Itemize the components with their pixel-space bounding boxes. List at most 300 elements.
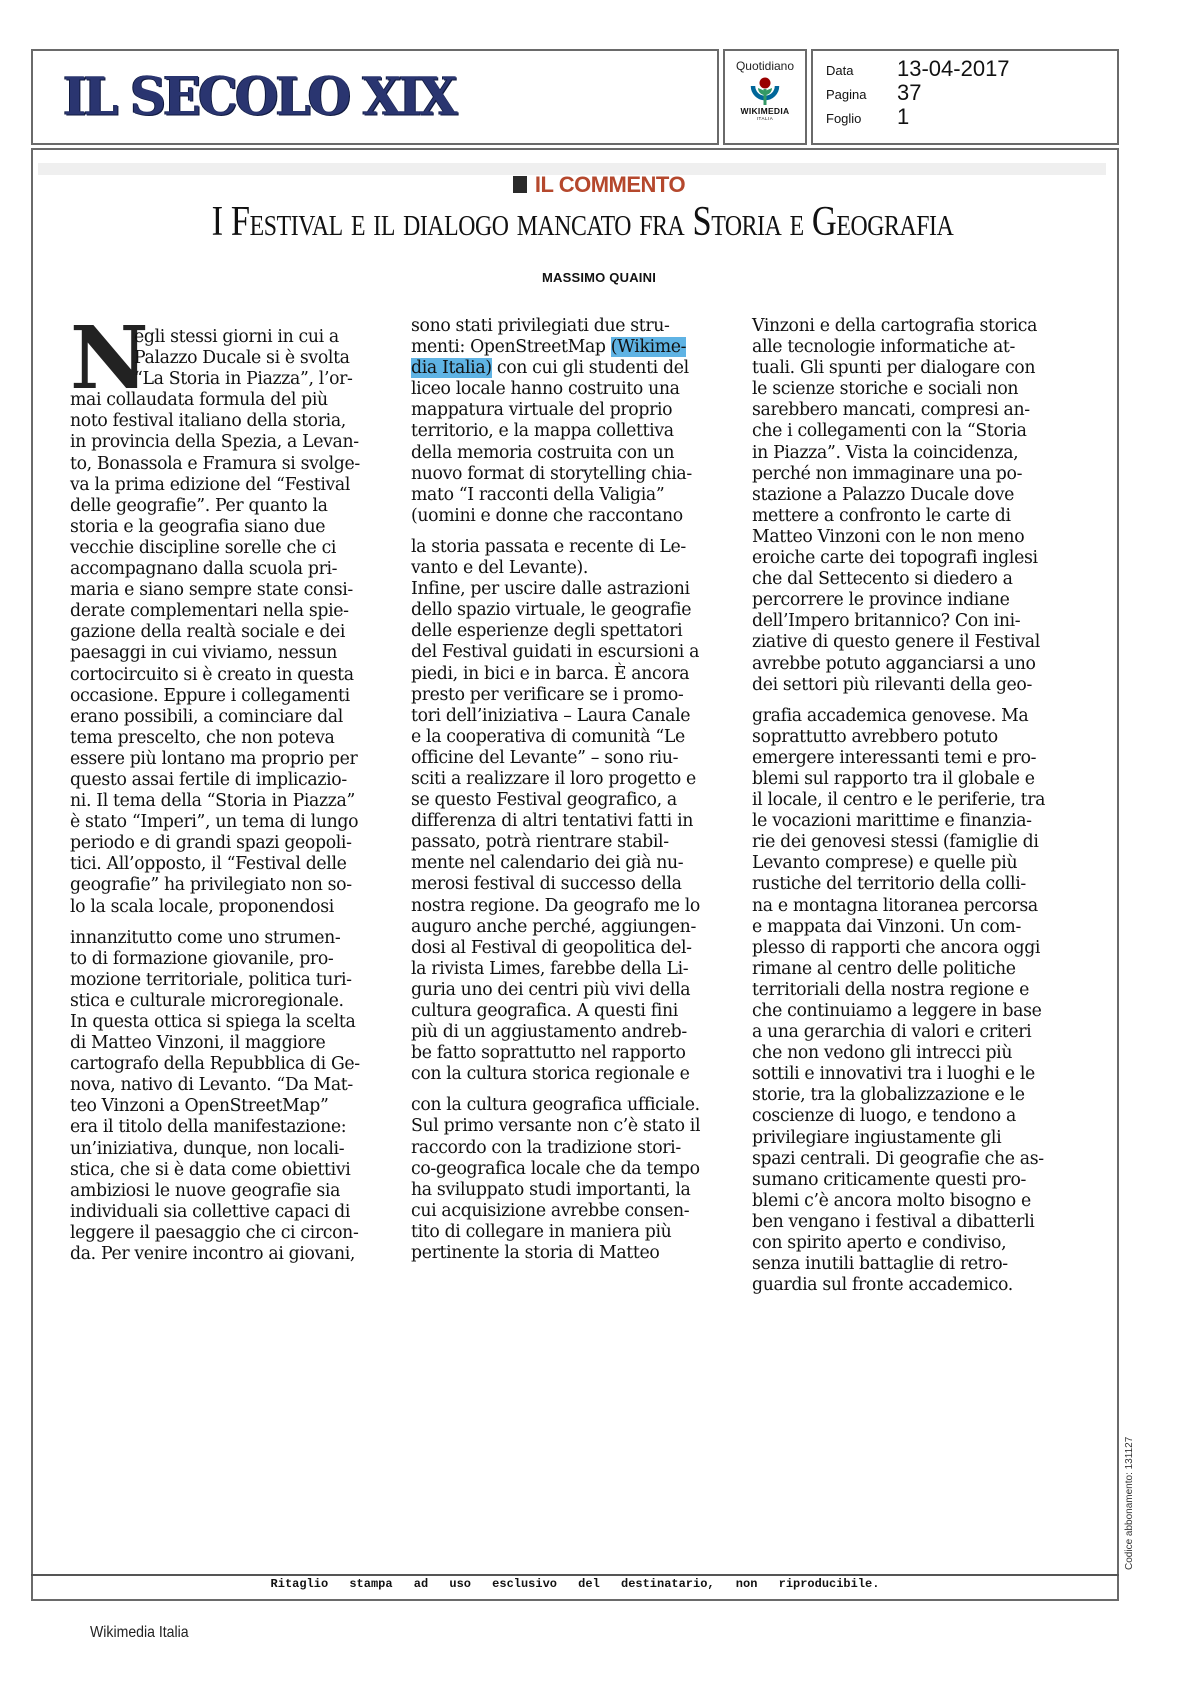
text-line <box>411 832 700 853</box>
text-run: erano possibili, a cominciare dal <box>70 706 343 727</box>
text-run: tuali. Gli spunti per dialogare con <box>752 358 1036 379</box>
text-line <box>411 790 700 811</box>
text-line <box>70 369 360 390</box>
text-run: cortocircuito si è creato in questa <box>70 664 354 685</box>
text-line <box>70 1244 360 1265</box>
meta-label: Pagina <box>826 87 867 102</box>
text-run: le scienze storiche e sociali non <box>752 379 1019 400</box>
text-line <box>70 928 360 949</box>
text-line <box>70 875 360 896</box>
text-run: Infine, per uscire dalle astrazioni <box>411 579 690 600</box>
text-run: “La Storia in Piazza”, l’or- <box>134 369 353 390</box>
text-run: e mappata dai Vinzoni. Un com- <box>752 916 1021 937</box>
drop-cap: N <box>70 308 149 409</box>
text-run: to, Bonassola e Framura si svolge- <box>70 453 360 474</box>
text-run: noto festival italiano della storia, <box>70 411 346 432</box>
text-run: mai collaudata formula del più <box>70 390 328 411</box>
text-run: leggere il paesaggio che ci circon- <box>70 1222 359 1243</box>
text-run: emergere interessanti temi e pro- <box>752 747 1037 768</box>
text-run: ni. Il tema della “Storia in Piazza” <box>70 791 355 812</box>
text-run: delle esperienze degli spettatori <box>411 621 683 642</box>
text-run: pertinente la storia di Matteo <box>411 1243 660 1264</box>
text-line <box>411 621 700 642</box>
section-kicker <box>0 172 1198 198</box>
text-run: In questa ottica si spiega la scelta <box>70 1012 356 1032</box>
text-run: to di formazione giovanile, pro- <box>70 948 334 969</box>
text-line <box>70 1202 360 1223</box>
kicker-square-icon <box>513 176 527 193</box>
text-run: nova, nativo di Levanto. “Da Mat- <box>70 1075 353 1096</box>
wikimedia-logo-subtext: ITALIA <box>756 116 774 121</box>
text-run: che dal Settecento si diedero a <box>752 569 1013 590</box>
text-line <box>411 379 700 400</box>
text-run: liceo locale hanno costruito una <box>411 379 680 400</box>
paragraph-gap <box>70 918 360 928</box>
text-line <box>70 327 360 348</box>
text-run: derate complementari nella spie- <box>70 601 349 622</box>
text-run: se questo Festival geografico, a <box>411 790 677 811</box>
text-run: da. Per venire incontro ai giovani, <box>70 1244 356 1265</box>
text-line <box>752 1106 1045 1127</box>
text-run: cui acquisizione avrebbe consen- <box>411 1200 690 1221</box>
text-run: accompagnano dalla scuola pri- <box>70 559 338 580</box>
text-run: ambiziosi le nuove geografie sia <box>70 1180 341 1201</box>
text-run: teo Vinzoni a OpenStreetMap” <box>70 1096 329 1117</box>
text-line <box>752 1128 1045 1149</box>
text-line <box>411 706 700 727</box>
text-line <box>70 1054 360 1075</box>
text-line <box>752 443 1045 464</box>
text-run: territoriali della nostra regione e <box>752 979 1030 1000</box>
text-line <box>752 1170 1045 1191</box>
text-run: raccordo con la tradizione stori- <box>411 1137 681 1158</box>
article-column-2 <box>411 316 700 1264</box>
text-run: essere più lontano ma proprio per <box>70 748 358 769</box>
text-run: stica e culturale microregionale. <box>70 990 344 1011</box>
text-run: questo assai fertile di implicazio- <box>70 769 347 790</box>
text-line <box>752 590 1045 611</box>
text-run: tori dell’iniziativa – Laura Canale <box>411 705 691 726</box>
text-run: mato “I racconti della Valigia” <box>411 484 665 505</box>
text-line <box>752 632 1045 653</box>
text-line <box>70 559 360 580</box>
text-run: mente nel calendario dei già nu- <box>411 853 684 874</box>
text-line <box>411 727 700 748</box>
text-line <box>411 1159 700 1180</box>
text-line <box>411 853 700 874</box>
text-run: occasione. Eppure i collegamenti <box>70 685 350 706</box>
text-run: periodo e di grandi spazi geopoli- <box>70 833 352 854</box>
text-run: maria e siano sempre state consi- <box>70 580 353 601</box>
text-run: Palazzo Ducale si è svolta <box>134 348 350 369</box>
text-run: presto per verificare se i promo- <box>411 684 684 705</box>
text-run: la storia passata e recente di Le- <box>411 536 686 557</box>
text-line <box>411 485 700 506</box>
text-line <box>752 790 1045 811</box>
text-run: mappatura virtuale del proprio <box>411 400 673 421</box>
text-line <box>411 579 700 600</box>
text-run: avrebbe potuto agganciarsi a uno <box>752 653 1036 674</box>
text-run: guria uno dei centri più vivi della <box>411 979 691 1000</box>
text-run: ha sviluppato studi importanti, la <box>411 1179 691 1200</box>
text-run: ben vengano i festival a dibatterli <box>752 1211 1035 1232</box>
highlighted-text: dia Italia) <box>411 358 492 379</box>
text-line <box>70 348 360 369</box>
text-run: un’iniziativa, dunque, non locali- <box>70 1138 345 1159</box>
text-line <box>752 1212 1045 1233</box>
text-run: coscienze di luogo, e tendono a <box>752 1106 1016 1127</box>
text-run: percorrere le province indiane <box>752 590 1010 611</box>
text-run: le vocazioni marittime e finanzia- <box>752 811 1032 832</box>
text-run: (uomini e donne che raccontano <box>411 505 683 526</box>
issue-meta-box <box>811 49 1119 145</box>
article-headline: I Festival e il dialogo mancato fra Storia e Geografia <box>211 199 954 245</box>
text-line <box>752 706 1045 727</box>
text-line <box>70 749 360 770</box>
article-byline: MASSIMO QUAINI <box>541 270 657 285</box>
text-line <box>752 485 1045 506</box>
text-run: co-geografica locale che da tempo <box>411 1158 700 1179</box>
text-line <box>411 558 700 579</box>
text-line <box>411 874 700 895</box>
text-line <box>752 896 1045 917</box>
publication-type-label: Quotidiano <box>735 59 795 73</box>
text-run: lo la scala locale, proponendosi <box>70 896 334 917</box>
text-line <box>411 464 700 485</box>
text-run: vecchie discipline sorelle che ci <box>70 537 337 558</box>
text-line <box>752 675 1045 696</box>
text-line <box>411 769 700 790</box>
text-line <box>70 1096 360 1117</box>
paragraph-gap <box>411 527 700 537</box>
text-line <box>70 707 360 728</box>
text-run: la rivista Limes, farebbe della Li- <box>411 958 689 979</box>
text-line <box>411 443 700 464</box>
text-run: spazi centrali. Di geografie che as- <box>752 1148 1044 1169</box>
text-line <box>70 970 360 991</box>
text-line <box>752 980 1045 1001</box>
text-line <box>411 811 700 832</box>
text-run: officine del Levante” – sono riu- <box>411 747 679 768</box>
text-run: che continuiamo a leggere in base <box>752 1001 1042 1021</box>
text-run: differenza di altri tentativi fatti in <box>411 811 694 832</box>
text-line <box>752 1001 1045 1022</box>
text-line <box>70 1033 360 1054</box>
text-run: cartografo della Repubblica di Ge- <box>70 1054 360 1075</box>
text-line <box>752 1022 1045 1043</box>
text-line <box>752 727 1045 748</box>
text-run: territorio, e la mappa collettiva <box>411 421 674 442</box>
text-line <box>70 1139 360 1160</box>
text-line <box>70 1012 360 1033</box>
text-line <box>411 1222 700 1243</box>
text-line <box>411 421 700 442</box>
text-line <box>70 991 360 1012</box>
text-line <box>411 1043 700 1064</box>
text-line <box>411 1064 700 1085</box>
text-line <box>70 580 360 601</box>
text-line <box>70 517 360 538</box>
text-run: eroiche carte dei topografi inglesi <box>752 548 1038 569</box>
text-run: piedi, in bici e in barca. È ancora <box>411 663 690 684</box>
text-run: sono stati privilegiati due stru- <box>411 316 670 336</box>
text-line <box>752 1233 1045 1254</box>
text-line <box>70 1223 360 1244</box>
text-line <box>70 854 360 875</box>
text-run: storia e la geografia siano due <box>70 516 326 537</box>
text-run: blemi sul rapporto tra il globale e <box>752 768 1035 789</box>
text-line <box>70 390 360 411</box>
text-line <box>411 337 700 358</box>
text-line <box>70 601 360 622</box>
text-line <box>752 569 1045 590</box>
text-line <box>70 812 360 833</box>
text-line <box>752 464 1045 485</box>
text-run: il locale, il centro e le periferie, tra <box>752 790 1046 811</box>
newspaper-masthead: IL SECOLO XIX <box>63 65 455 127</box>
meta-label: Foglio <box>826 111 862 126</box>
text-line <box>752 379 1045 400</box>
article-column-1 <box>70 327 360 1265</box>
text-line <box>752 853 1045 874</box>
text-run: na e montagna litoranea percorsa <box>752 895 1038 916</box>
text-line <box>752 811 1045 832</box>
meta-label: Data <box>826 63 854 78</box>
meta-value-page: 37 <box>897 80 922 105</box>
text-line <box>70 686 360 707</box>
text-line <box>752 654 1045 675</box>
text-run: dosi al Festival di geopolitica del- <box>411 937 692 958</box>
text-run: con cui gli studenti del <box>491 358 689 379</box>
text-run: dell’Impero britannico? Con ini- <box>752 611 1021 632</box>
text-run: menti: OpenStreetMap <box>411 337 611 358</box>
text-run: con spirito aperto e condiviso, <box>752 1233 1007 1254</box>
text-line <box>70 622 360 643</box>
text-line <box>752 1064 1045 1085</box>
text-line <box>70 454 360 475</box>
paragraph-gap <box>411 1085 700 1095</box>
text-line <box>70 897 360 918</box>
text-line <box>70 791 360 812</box>
text-run: individuali sia collettive capaci di <box>70 1201 351 1222</box>
meta-value-date: 13-04-2017 <box>897 56 1010 81</box>
article-column-3 <box>752 316 1045 1296</box>
text-run: stica, che si è data come obiettivi <box>70 1159 351 1180</box>
text-run: della memoria costruita con un <box>411 442 675 463</box>
text-run: di Matteo Vinzoni, il maggiore <box>70 1033 326 1054</box>
text-line <box>752 358 1045 379</box>
wikimedia-logo-icon <box>747 77 783 107</box>
text-run: auguro anche perché, aggiungen- <box>411 916 696 937</box>
text-line <box>752 527 1045 548</box>
text-line <box>752 316 1045 337</box>
text-run: Vinzoni e della cartografia storica <box>752 316 1038 336</box>
text-line <box>752 1149 1045 1170</box>
text-line <box>752 917 1045 938</box>
text-run: dei settori più rilevanti della geo- <box>752 674 1032 695</box>
text-line <box>411 537 700 558</box>
masthead-box <box>31 49 719 145</box>
text-run: più di un aggiustamento andreb- <box>411 1022 687 1043</box>
text-line <box>411 664 700 685</box>
text-line <box>70 1160 360 1181</box>
text-line <box>411 1095 700 1116</box>
text-line <box>70 1117 360 1138</box>
text-line <box>411 1116 700 1137</box>
text-line <box>752 421 1045 442</box>
text-run: dello spazio virtuale, le geografie <box>411 600 692 621</box>
text-run: tema prescelto, che non poteva <box>70 727 335 748</box>
publication-type-box <box>723 49 807 145</box>
paragraph-gap <box>752 696 1045 706</box>
text-run: alle tecnologie informatiche at- <box>752 337 1015 358</box>
highlighted-text: (Wikime- <box>610 337 687 358</box>
text-line <box>752 548 1045 569</box>
text-run: merosi festival di successo della <box>411 874 682 895</box>
text-line <box>411 959 700 980</box>
text-line <box>411 748 700 769</box>
text-run: rie dei genovesi stessi (famiglie di <box>752 832 1039 853</box>
text-run: egli stessi giorni in cui a <box>134 327 339 347</box>
clipping-notice: Ritaglio stampa ad uso esclusivo del destinatario, non riproducibile. <box>31 1574 1119 1594</box>
text-run: in provincia della Spezia, a Levan- <box>70 432 359 453</box>
text-line <box>411 1138 700 1159</box>
text-line <box>70 665 360 686</box>
text-run: sarebbero mancati, compresi an- <box>752 400 1030 421</box>
text-line <box>411 642 700 663</box>
text-line <box>411 1201 700 1222</box>
text-line <box>411 400 700 421</box>
text-line <box>752 1254 1045 1275</box>
text-run: gazione della realtà sociale e dei <box>70 622 346 643</box>
text-run: sciti a realizzare il loro progetto e <box>411 768 696 789</box>
text-run: paesaggi in cui viviamo, nessun <box>70 643 338 664</box>
page-footer-owner: Wikimedia Italia <box>90 1624 189 1641</box>
text-line <box>752 769 1045 790</box>
text-run: soprattutto avrebbero potuto <box>752 726 998 747</box>
text-run: e la cooperativa di comunità “Le <box>411 726 685 747</box>
text-run: che i collegamenti con la “Storia <box>752 421 1027 442</box>
text-run: a una gerarchia di valori e criteri <box>752 1022 1032 1043</box>
text-line <box>752 748 1045 769</box>
text-line <box>70 643 360 664</box>
text-line <box>411 896 700 917</box>
text-line <box>70 432 360 453</box>
text-run: be fatto soprattutto nel rapporto <box>411 1043 686 1064</box>
text-line <box>411 980 700 1001</box>
text-run: cultura geografica. A questi fini <box>411 1001 678 1021</box>
text-run: storie, tra la globalizzazione e le <box>752 1085 1025 1106</box>
text-run: era il titolo della manifestazione: <box>70 1117 347 1138</box>
text-line <box>70 949 360 970</box>
text-line <box>752 874 1045 895</box>
text-run: mettere a confronto le carte di <box>752 505 1011 526</box>
text-run: in Piazza”. Vista la coincidenza, <box>752 442 1019 463</box>
text-run: passato, potrà rientrare stabil- <box>411 832 669 853</box>
text-run: con la cultura geografica ufficiale. <box>411 1095 700 1116</box>
text-run: guardia sul fronte accademico. <box>752 1275 1013 1296</box>
text-run: Matteo Vinzoni con le non meno <box>752 526 1025 547</box>
text-line <box>411 600 700 621</box>
text-line <box>752 832 1045 853</box>
text-run: rimane al centro delle politiche <box>752 958 1016 979</box>
text-run: plesso di rapporti che ancora oggi <box>752 937 1041 958</box>
text-run: perché non immaginare una po- <box>752 463 1023 484</box>
subscription-code: Codice abbonamento: 131127 <box>1124 1436 1135 1570</box>
text-line <box>70 538 360 559</box>
text-line <box>70 833 360 854</box>
text-line <box>70 770 360 791</box>
text-run: sottili e innovativi tra i luoghi e le <box>752 1064 1035 1085</box>
text-run: va la prima edizione del “Festival <box>70 474 351 495</box>
text-run: delle geografie”. Per quanto la <box>70 495 328 516</box>
text-run: tito di collegare in maniera più <box>411 1221 672 1242</box>
text-line <box>411 506 700 527</box>
text-run: ziative di questo genere il Festival <box>752 632 1040 653</box>
text-run: che non vedono gli intrecci più <box>752 1043 1013 1064</box>
text-run: Sul primo versante non c’è stato il <box>411 1116 701 1137</box>
text-run: stazione a Palazzo Ducale dove <box>752 484 1015 505</box>
text-line <box>752 506 1045 527</box>
text-line <box>752 1191 1045 1212</box>
text-run: grafia accademica genovese. Ma <box>752 705 1029 726</box>
text-run: innanzitutto come uno strumen- <box>70 927 341 948</box>
text-line <box>752 400 1045 421</box>
text-line <box>70 1075 360 1096</box>
text-line <box>70 1181 360 1202</box>
text-line <box>411 1001 700 1022</box>
text-line <box>411 358 700 379</box>
text-line <box>70 496 360 517</box>
text-line <box>70 411 360 432</box>
text-line <box>411 1243 700 1264</box>
text-run: con la cultura storica regionale e <box>411 1064 690 1085</box>
text-line <box>752 959 1045 980</box>
text-line <box>411 1180 700 1201</box>
text-line <box>70 728 360 749</box>
text-run: blemi c’è ancora molto bisogno e <box>752 1190 1031 1211</box>
text-run: geografie” ha privilegiato non so- <box>70 875 352 896</box>
text-run: è stato “Imperi”, un tema di lungo <box>70 812 359 833</box>
wikimedia-logo-text: WIKIMEDIA <box>740 106 790 116</box>
text-line <box>752 337 1045 358</box>
text-run: privilegiare ingiustamente gli <box>752 1127 1002 1148</box>
text-line <box>752 938 1045 959</box>
text-line <box>411 685 700 706</box>
text-line <box>70 475 360 496</box>
text-run: sumano criticamente questi pro- <box>752 1169 1027 1190</box>
text-run: mozione territoriale, politica turi- <box>70 969 352 990</box>
text-run: senza inutili battaglie di retro- <box>752 1254 1008 1275</box>
text-line <box>752 1043 1045 1064</box>
text-line <box>411 917 700 938</box>
kicker-text: IL COMMENTO <box>534 172 686 197</box>
text-line <box>752 1275 1045 1296</box>
text-line <box>752 611 1045 632</box>
text-run: rustiche del territorio della colli- <box>752 874 1026 895</box>
text-run: nuovo format di storytelling chia- <box>411 463 692 484</box>
text-run: nostra regione. Da geografo me lo <box>411 895 700 916</box>
text-run: del Festival guidati in escursioni a <box>411 642 700 663</box>
text-line <box>411 316 700 337</box>
text-run: Levanto comprese) e quelle più <box>752 853 1018 874</box>
text-line <box>411 1022 700 1043</box>
text-line <box>411 938 700 959</box>
meta-value-sheet: 1 <box>897 104 910 129</box>
text-run: vanto e del Levante). <box>411 558 589 579</box>
text-run: tici. All’opposto, il “Festival delle <box>70 854 347 875</box>
text-line <box>752 1085 1045 1106</box>
